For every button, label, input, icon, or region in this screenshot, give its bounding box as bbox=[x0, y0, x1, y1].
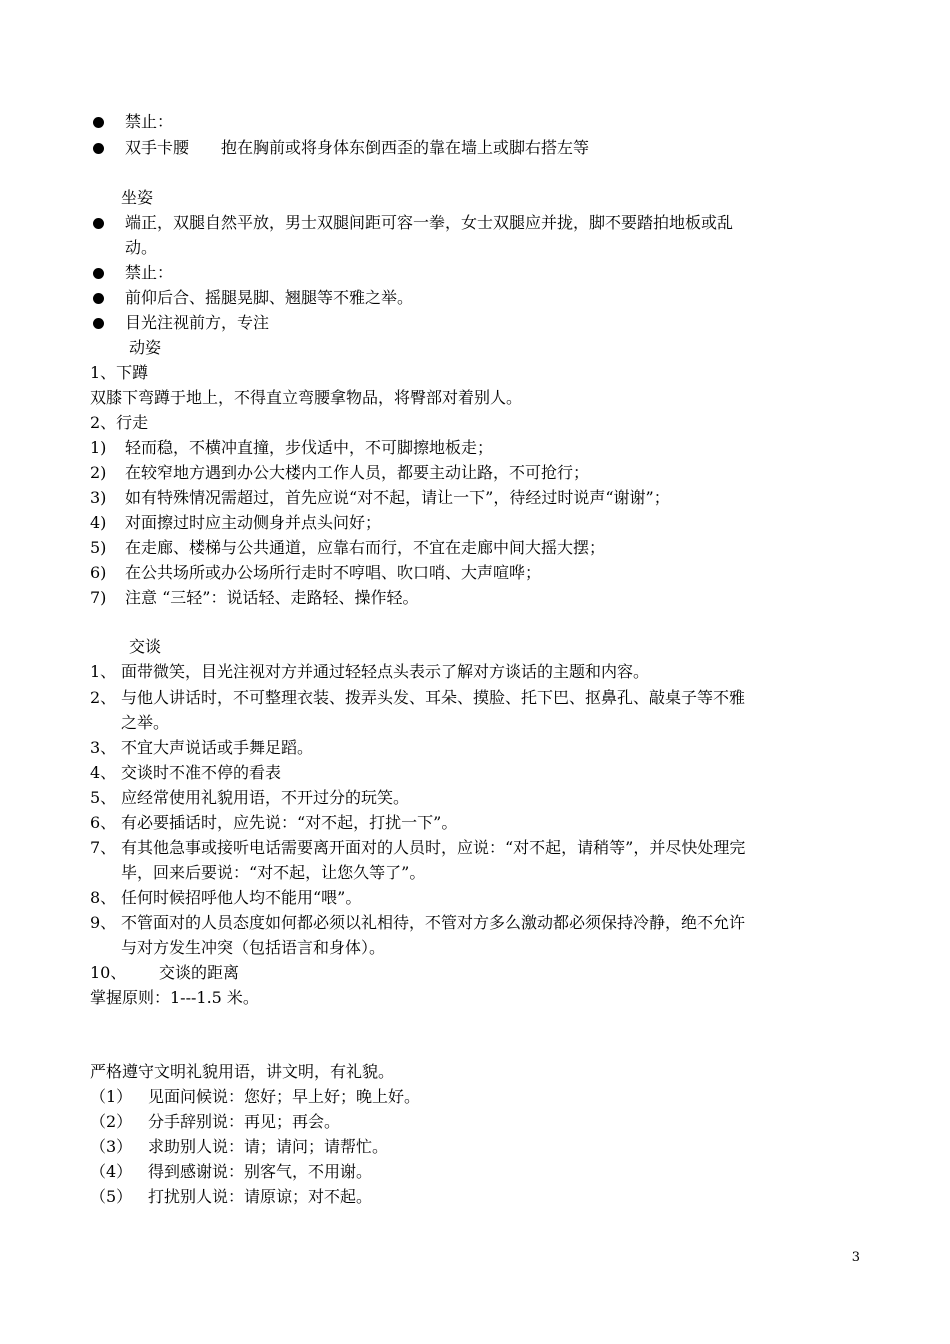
talk-item-text: 不管面对的人员态度如何都必须以礼相待，不管对方多么激动都必须保持冷静，绝不允许 bbox=[121, 913, 746, 932]
sitting-gaze: 目光注视前方，专注 bbox=[125, 313, 270, 332]
polite-item-num: （5） bbox=[90, 1187, 133, 1206]
moving-title: 动姿 bbox=[129, 338, 162, 357]
talk-item-text: 交谈的距离 bbox=[159, 963, 240, 982]
talk-item-text: 有必要插话时，应先说：“对不起，打扰一下”。 bbox=[121, 813, 458, 832]
walk-item-text: 在走廊、楼梯与公共通道，应靠右而行，不宜在走廊中间大摇大摆； bbox=[125, 538, 606, 557]
sitting-item-1: 端正，双腿自然平放，男士双腿间距可容一拳，女士双腿应并拢，脚不要踏拍地板或乱 bbox=[125, 213, 734, 232]
polite-item-num: （2） bbox=[90, 1112, 133, 1131]
polite-intro: 严格遵守文明礼貌用语，讲文明，有礼貌。 bbox=[90, 1062, 395, 1081]
walk-item-text: 对面擦过时应主动侧身并点头问好； bbox=[125, 513, 382, 532]
polite-item-text: 得到感谢说：别客气，不用谢。 bbox=[148, 1162, 373, 1181]
walk-item-text: 注意 “三轻”：说话轻、走路轻、操作轻。 bbox=[125, 588, 419, 607]
polite-item-text: 打扰别人说：请原谅；对不起。 bbox=[148, 1187, 373, 1206]
talk-item-num: 2、 bbox=[90, 688, 117, 707]
bullet-icon bbox=[93, 218, 104, 229]
squat-heading: 1、下蹲 bbox=[90, 363, 149, 382]
walk-item-num: 3) bbox=[90, 488, 107, 507]
talk-item-num: 8、 bbox=[90, 888, 117, 907]
squat-text: 双膝下弯蹲于地上，不得直立弯腰拿物品，将臀部对着别人。 bbox=[90, 388, 523, 407]
polite-item-num: （4） bbox=[90, 1162, 133, 1181]
talk-item-num: 7、 bbox=[90, 838, 117, 857]
polite-item-num: （1） bbox=[90, 1087, 133, 1106]
walk-item-num: 6) bbox=[90, 563, 107, 582]
walk-item-text: 在公共场所或办公场所行走时不哼唱、吹口哨、大声喧哗； bbox=[125, 563, 542, 582]
walk-item-num: 1) bbox=[90, 438, 107, 457]
bullet-icon bbox=[93, 318, 104, 329]
polite-item-text: 分手辞别说：再见；再会。 bbox=[148, 1112, 341, 1131]
walk-item-text: 如有特殊情况需超过，首先应说“对不起，请让一下”，待经过时说声“谢谢”； bbox=[125, 488, 670, 507]
walk-heading: 2、行走 bbox=[90, 413, 149, 432]
talk-item-text: 有其他急事或接听电话需要离开面对的人员时，应说：“对不起，请稍等”，并尽快处理完 bbox=[121, 838, 746, 857]
talk-item-text: 应经常使用礼貌用语，不开过分的玩笑。 bbox=[121, 788, 410, 807]
walk-item-num: 4) bbox=[90, 513, 107, 532]
talk-item-text: 面带微笑，目光注视对方并通过轻轻点头表示了解对方谈话的主题和内容。 bbox=[121, 662, 650, 681]
polite-item-text: 见面问候说：您好；早上好；晚上好。 bbox=[148, 1087, 421, 1106]
talk-item-text: 不宜大声说话或手舞足蹈。 bbox=[121, 738, 314, 757]
bullet-icon bbox=[93, 143, 104, 154]
talk-item-text: 交谈时不准不停的看表 bbox=[121, 763, 282, 782]
standing-forbidden-label: 禁止： bbox=[125, 112, 174, 131]
page-number: 3 bbox=[851, 1250, 860, 1265]
talk-item-num: 3、 bbox=[90, 738, 117, 757]
talk-item-cont: 之举。 bbox=[121, 713, 170, 732]
talk-item-text: 与他人讲话时，不可整理衣装、拨弄头发、耳朵、摸脸、托下巴、抠鼻孔、敲桌子等不雅 bbox=[121, 688, 746, 707]
talk-item-num: 9、 bbox=[90, 913, 117, 932]
walk-item-text: 在较窄地方遇到办公大楼内工作人员，都要主动让路，不可抢行； bbox=[125, 463, 590, 482]
sitting-forbidden-label: 禁止： bbox=[125, 263, 174, 282]
talk-item-num: 5、 bbox=[90, 788, 117, 807]
sitting-item-1-cont: 动。 bbox=[125, 238, 158, 257]
walk-item-num: 7) bbox=[90, 588, 107, 607]
talk-item-num: 10、 bbox=[90, 963, 127, 982]
talk-item-num: 1、 bbox=[90, 662, 117, 681]
bullet-icon bbox=[93, 117, 104, 128]
sitting-title: 坐姿 bbox=[121, 188, 154, 207]
distance-rule: 掌握原则：1---1.5 米。 bbox=[90, 988, 259, 1007]
walk-item-num: 2) bbox=[90, 463, 107, 482]
standing-forbidden-item: 双手卡腰 抱在胸前或将身体东倒西歪的靠在墙上或脚右搭左等 bbox=[125, 138, 590, 157]
talk-item-cont: 毕，回来后要说：“对不起，让您久等了”。 bbox=[121, 863, 426, 882]
talk-item-num: 6、 bbox=[90, 813, 117, 832]
walk-item-text: 轻而稳，不横冲直撞，步伐适中，不可脚擦地板走； bbox=[125, 438, 494, 457]
talk-item-num: 4、 bbox=[90, 763, 117, 782]
bullet-icon bbox=[93, 268, 104, 279]
talk-item-text: 任何时候招呼他人均不能用“喂”。 bbox=[121, 888, 362, 907]
walk-item-num: 5) bbox=[90, 538, 107, 557]
talk-item-cont: 与对方发生冲突（包括语言和身体）。 bbox=[121, 938, 386, 957]
polite-item-text: 求助别人说：请；请问；请帮忙。 bbox=[148, 1137, 389, 1156]
talking-title: 交谈 bbox=[129, 637, 162, 656]
bullet-icon bbox=[93, 293, 104, 304]
polite-item-num: （3） bbox=[90, 1137, 133, 1156]
sitting-forbidden-item: 前仰后合、摇腿晃脚、翘腿等不雅之举。 bbox=[125, 288, 414, 307]
